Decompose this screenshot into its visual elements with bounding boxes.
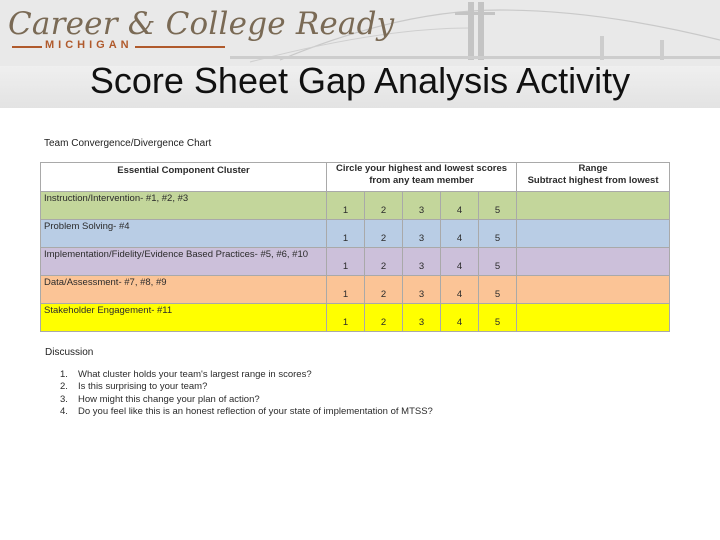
cluster-label: Instruction/Intervention- #1, #2, #3 <box>41 192 327 220</box>
score-5[interactable]: 5 <box>479 304 517 332</box>
score-2[interactable]: 2 <box>365 248 403 276</box>
score-4[interactable]: 4 <box>441 304 479 332</box>
list-item <box>46 381 433 393</box>
table-row <box>41 276 670 304</box>
range-header-line2: Subtract highest from lowest <box>527 175 659 186</box>
score-4[interactable]: 4 <box>441 220 479 248</box>
logo-text: Career & College Ready <box>8 6 395 42</box>
score-3[interactable]: 3 <box>403 276 441 304</box>
discussion-title: Discussion <box>45 347 94 358</box>
score-3[interactable]: 3 <box>403 248 441 276</box>
cluster-label: Data/Assessment- #7, #8, #9 <box>41 276 327 304</box>
cluster-label: Implementation/Fidelity/Evidence Based Practices- #5, #6, #10 <box>41 248 327 276</box>
list-item <box>46 394 433 406</box>
score-1[interactable]: 1 <box>327 304 365 332</box>
score-4[interactable]: 4 <box>441 192 479 220</box>
scores-header-line2: from any team member <box>369 175 474 186</box>
range-cell[interactable] <box>517 192 670 220</box>
table-row <box>41 192 670 220</box>
question-text: Do you feel like this is an honest reflection of your state of implementation of MTSS? <box>78 406 433 418</box>
cluster-label: Problem Solving- #4 <box>41 220 327 248</box>
score-2[interactable]: 2 <box>365 220 403 248</box>
score-1[interactable]: 1 <box>327 220 365 248</box>
range-header <box>517 163 670 192</box>
range-cell[interactable] <box>517 248 670 276</box>
range-header-line1: Range <box>578 163 608 174</box>
logo-subtext: MICHIGAN <box>45 39 133 51</box>
question-text: What cluster holds your team's largest range in scores? <box>78 369 312 380</box>
page-title: Score Sheet Gap Analysis Activity <box>89 60 631 101</box>
scores-header-line1: Circle your highest and lowest scores <box>335 163 508 174</box>
range-cell[interactable] <box>517 220 670 248</box>
discussion-list <box>46 369 433 419</box>
list-item <box>46 369 433 381</box>
score-2[interactable]: 2 <box>365 276 403 304</box>
question-number: 3. <box>60 393 68 405</box>
score-1[interactable]: 1 <box>327 192 365 220</box>
question-number: 1. <box>60 369 68 380</box>
question-text: Is this surprising to your team? <box>78 381 208 393</box>
score-5[interactable]: 5 <box>479 248 517 276</box>
cluster-header: Essential Component Cluster <box>41 163 327 192</box>
table-row <box>41 220 670 248</box>
range-cell[interactable] <box>517 276 670 304</box>
score-5[interactable]: 5 <box>479 220 517 248</box>
score-1[interactable]: 1 <box>327 248 365 276</box>
score-2[interactable]: 2 <box>365 304 403 332</box>
score-1[interactable]: 1 <box>327 276 365 304</box>
score-2[interactable]: 2 <box>365 192 403 220</box>
table-row <box>41 304 670 332</box>
chart-title: Team Convergence/Divergence Chart <box>44 138 212 149</box>
score-3[interactable]: 3 <box>403 192 441 220</box>
score-3[interactable]: 3 <box>403 304 441 332</box>
logo-rule-left <box>12 46 42 48</box>
range-cell[interactable] <box>517 304 670 332</box>
question-number: 2. <box>60 381 68 393</box>
list-item <box>46 406 433 418</box>
logo-rule-right <box>135 46 225 48</box>
table-row <box>41 248 670 276</box>
question-text: How might this change your plan of action? <box>78 393 260 405</box>
convergence-table <box>40 162 670 332</box>
score-5[interactable]: 5 <box>479 276 517 304</box>
score-4[interactable]: 4 <box>441 276 479 304</box>
score-3[interactable]: 3 <box>403 220 441 248</box>
question-number: 4. <box>60 406 68 418</box>
scores-header <box>327 163 517 192</box>
score-5[interactable]: 5 <box>479 192 517 220</box>
score-4[interactable]: 4 <box>441 248 479 276</box>
cluster-label: Stakeholder Engagement- #11 <box>41 304 327 332</box>
table-header-row <box>41 163 670 192</box>
